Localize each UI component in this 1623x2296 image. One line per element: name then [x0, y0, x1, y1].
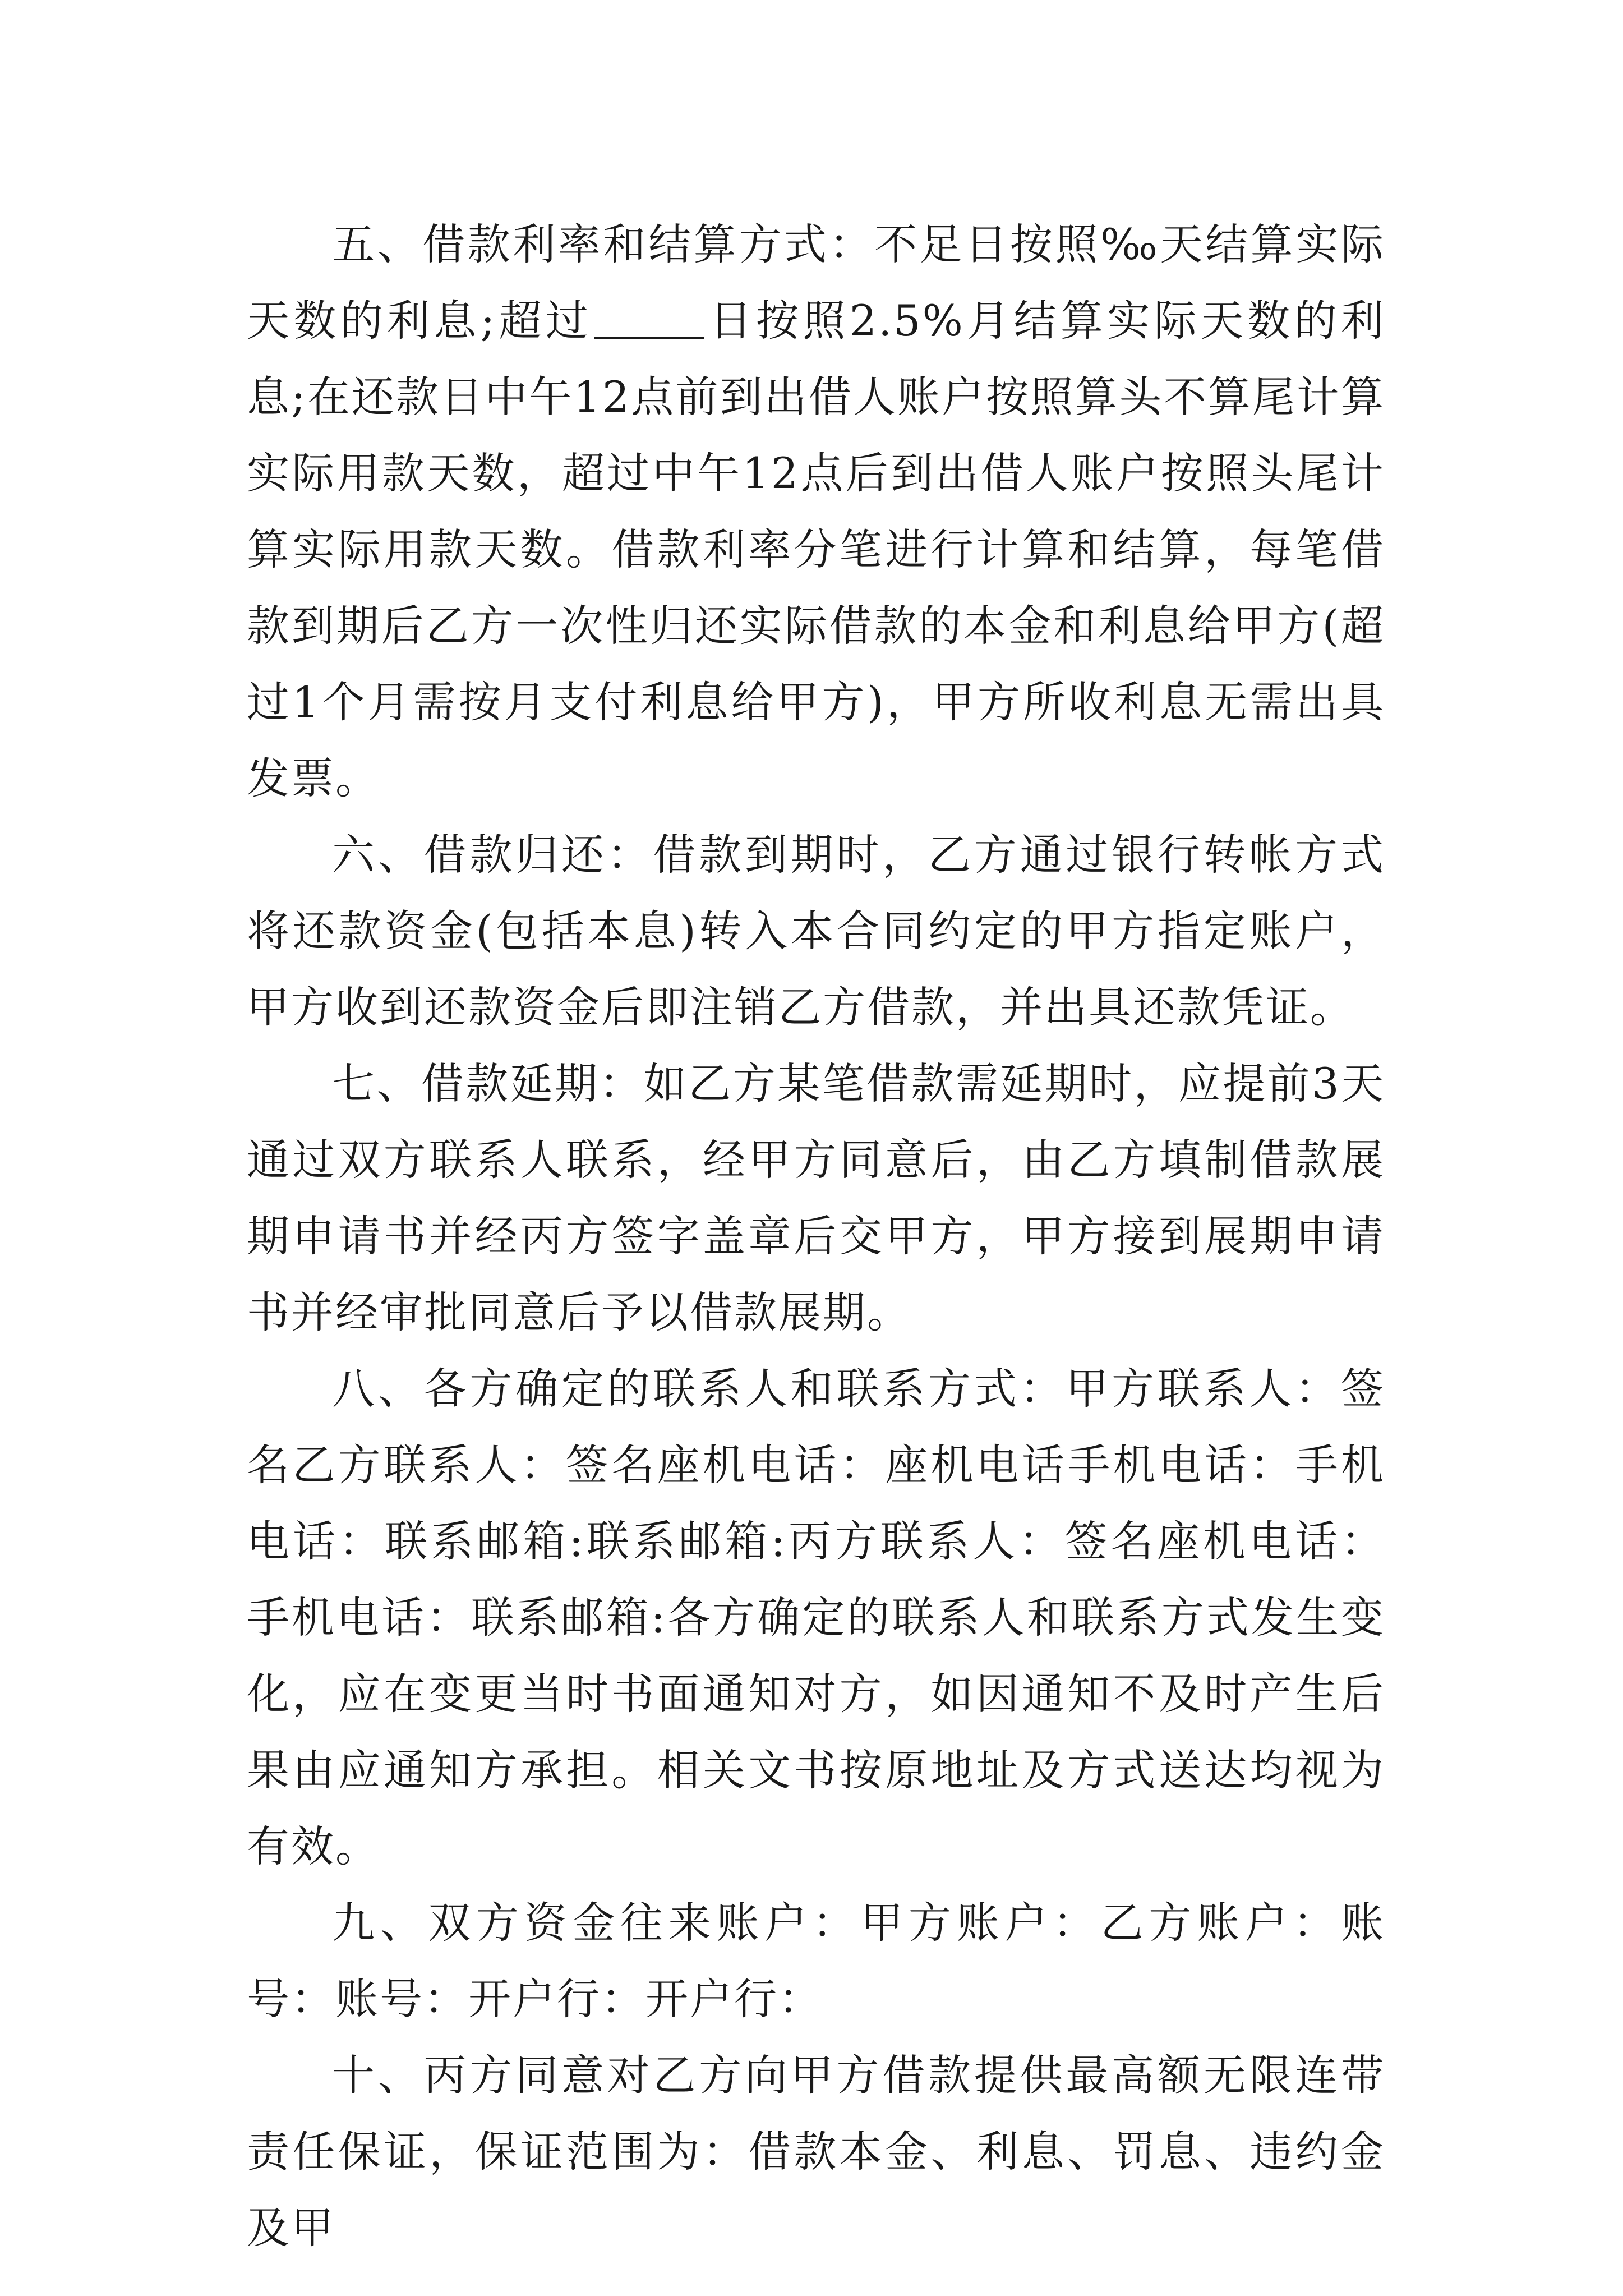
clause-5-text-before-blank: 五、借款利率和结算方式：不足日按照‰天结算实际天数的利息;超过	[247, 219, 1385, 346]
clause-9-paragraph: 九、双方资金往来账户：甲方账户：乙方账户：账号：账号：开户行：开户行：	[247, 1898, 1385, 2024]
fill-in-blank	[594, 297, 704, 339]
clause-6-paragraph: 六、借款归还：借款到期时，乙方通过银行转帐方式将还款资金(包括本息)转入本合同约定的甲方指定账户，甲方收到还款资金后即注销乙方借款，并出具还款凭证。	[247, 830, 1385, 1032]
clause-10-paragraph: 十、丙方同意对乙方向甲方借款提供最高额无限连带责任保证，保证范围为：借款本金、利息、罚息、违约金及甲	[247, 2050, 1385, 2253]
clause-5-paragraph	[247, 206, 1385, 817]
document-body	[247, 206, 1385, 2266]
clause-5-text-after-blank: 日按照2.5%月结算实际天数的利息;在还款日中午12点前到出借人账户按照算头不算尾计算实际用款天数，超过中午12点后到出借人账户按照头尾计算实际用款天数。借款利率分笔进行计算和结算，每笔借款到期后乙方一次性归还实际借款的本金和利息给甲方(超过1个月需按月支付利息给甲方)，甲方所收利息无需出具发票。	[247, 296, 1385, 803]
clause-7-paragraph: 七、借款延期：如乙方某笔借款需延期时，应提前3天通过双方联系人联系，经甲方同意后，由乙方填制借款展期申请书并经丙方签字盖章后交甲方，甲方接到展期申请书并经审批同意后予以借款展期。	[247, 1059, 1385, 1337]
clause-8-paragraph: 八、各方确定的联系人和联系方式：甲方联系人：签名乙方联系人：签名座机电话：座机电话手机电话：手机电话：联系邮箱:联系邮箱:丙方联系人：签名座机电话：手机电话：联系邮箱:各方确定的联系人和联系方式发生变化，应在变更当时书面通知对方，如因通知不及时产生后果由应通知方承担。相关文书按原地址及方式送达均视为有效。	[247, 1364, 1385, 1871]
